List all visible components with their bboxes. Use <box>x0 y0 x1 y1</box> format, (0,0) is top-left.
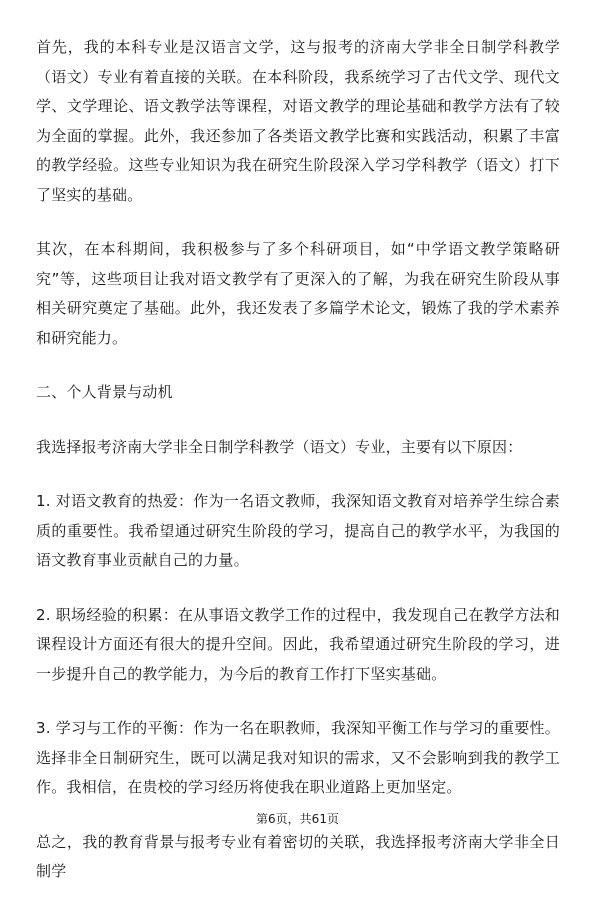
paragraph-conclusion: 总之，我的教育背景与报考专业有着密切的关联，我选择报考济南大学非全日制学 <box>36 832 560 880</box>
paragraph-reasons-intro: 我选择报考济南大学非全日制学科教学（语文）专业，主要有以下原因： <box>36 437 523 456</box>
paragraph-reason-1: 1. 对语文教育的热爱：作为一名语文教师，我深知语文教育对培养学生综合素质的重要性。我希望通过研究生阶段的学习，提高自己的教学水平，为我国的语文教育事业贡献自己的力量。 <box>36 492 560 569</box>
section-heading-background-motivation: 二、个人背景与动机 <box>36 383 173 401</box>
paragraph-reason-2: 2. 职场经验的积累：在从事语文教学工作的过程中，我发现自己在教学方法和课程设计方面还有很大的提升空间。因此，我希望通过研究生阶段的学习，进一步提升自己的教学能力，为今后的教育工作打下坚实基础。 <box>36 605 560 683</box>
document-body <box>36 33 560 912</box>
paragraph-research-experience: 其次，在本科期间，我积极参与了多个科研项目，如“中学语文教学策略研究”等，这些项目让我对语文教学有了更深入的了解，为我在研究生阶段从事相关研究奠定了基础。此外，我还发表了多篇学术论文，锻炼了我的学术素养和研究能力。 <box>36 240 560 347</box>
page-number: 第6页，共61页 <box>256 812 339 826</box>
paragraph-major-relevance: 首先，我的本科专业是汉语言文学，这与报考的济南大学非全日制学科教学（语文）专业有着直接的关联。在本科阶段，我系统学习了古代文学、现代文学、文学理论、语文教学法等课程，对语文教学的理论基础和教学方法有了较为全面的掌握。此外，我还参加了各类语文教学比赛和实践活动，积累了丰富的教学经验。这些专业知识为我在研究生阶段深入学习学科教学（语文）打下了坚实的基础。 <box>36 38 560 204</box>
paragraph-reason-3: 3. 学习与工作的平衡：作为一名在职教师，我深知平衡工作与学习的重要性。选择非全日制研究生，既可以满足我对知识的需求，又不会影响到我的教学工作。我相信，在贵校的学习经历将使我在职业道路上更加坚定。 <box>36 719 560 796</box>
